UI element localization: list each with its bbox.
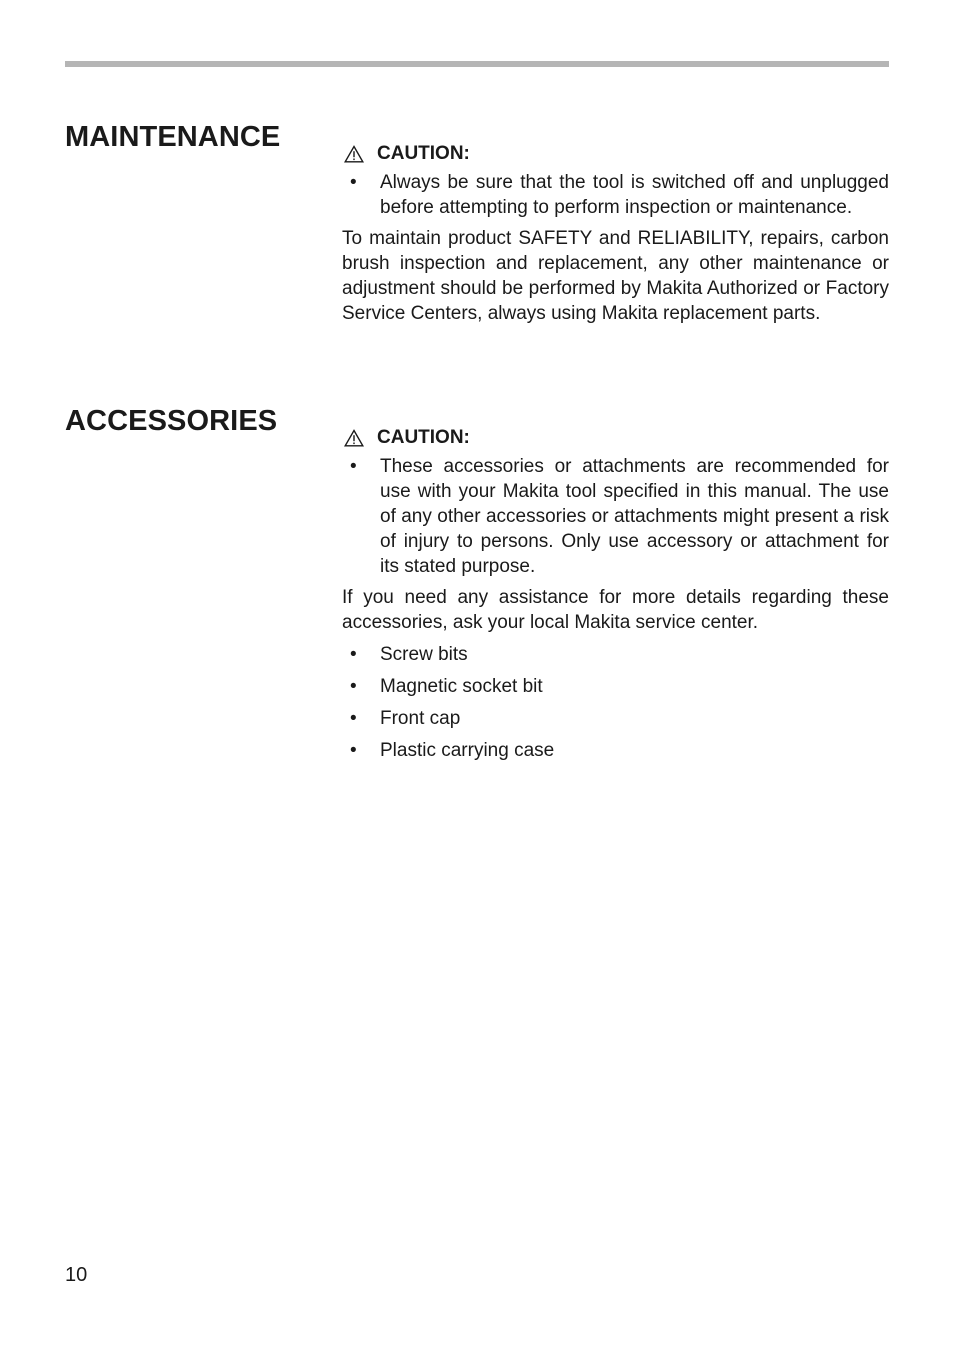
list-item-text: Screw bits	[380, 644, 468, 665]
accessories-heading: ACCESSORIES	[65, 405, 278, 437]
bullet-glyph: •	[350, 456, 357, 477]
accessories-caution-bullet	[342, 454, 889, 579]
list-item	[342, 642, 889, 667]
list-item	[342, 706, 889, 731]
caution-label: CAUTION:	[377, 143, 470, 164]
accessories-paragraph: If you need any assistance for more details regarding these accessories, ask your local Makita service center.	[342, 587, 889, 633]
page-number: 10	[65, 1264, 88, 1286]
bullet-glyph: •	[350, 676, 357, 697]
maintenance-paragraph: To maintain product SAFETY and RELIABILITY, repairs, carbon brush inspection and replacement, any other maintenance or adjustment should be performed by Makita Authorized or Factory Service Centers, always using Makita replacement parts.	[342, 228, 889, 324]
accessories-list	[342, 642, 889, 763]
list-item	[342, 738, 889, 763]
maintenance-caution-bullet	[342, 170, 889, 220]
bullet-glyph: •	[350, 644, 357, 665]
warning-triangle-icon	[344, 429, 364, 447]
list-item-text: Magnetic socket bit	[380, 676, 543, 697]
bullet-glyph: •	[350, 740, 357, 761]
bullet-text: These accessories or attachments are recommended for use with your Makita tool specified in this manual. The use of any other accessories or attachments might present a risk of injury to persons. Only use accessory or attachment for its stated purpose.	[380, 456, 889, 577]
list-item-text: Front cap	[380, 708, 461, 729]
maintenance-section	[342, 141, 889, 326]
accessories-section	[342, 425, 889, 763]
caution-label: CAUTION:	[377, 427, 470, 448]
maintenance-heading: MAINTENANCE	[65, 121, 281, 153]
bullet-glyph: •	[350, 708, 357, 729]
maintenance-caution	[344, 141, 889, 166]
list-item	[342, 674, 889, 699]
header-rule	[65, 61, 889, 67]
list-item-text: Plastic carrying case	[380, 740, 555, 761]
accessories-caution	[344, 425, 889, 450]
bullet-glyph: •	[350, 172, 357, 193]
bullet-text: Always be sure that the tool is switched off and unplugged before attempting to perform inspection or maintenance.	[380, 172, 889, 218]
warning-triangle-icon	[344, 145, 364, 163]
